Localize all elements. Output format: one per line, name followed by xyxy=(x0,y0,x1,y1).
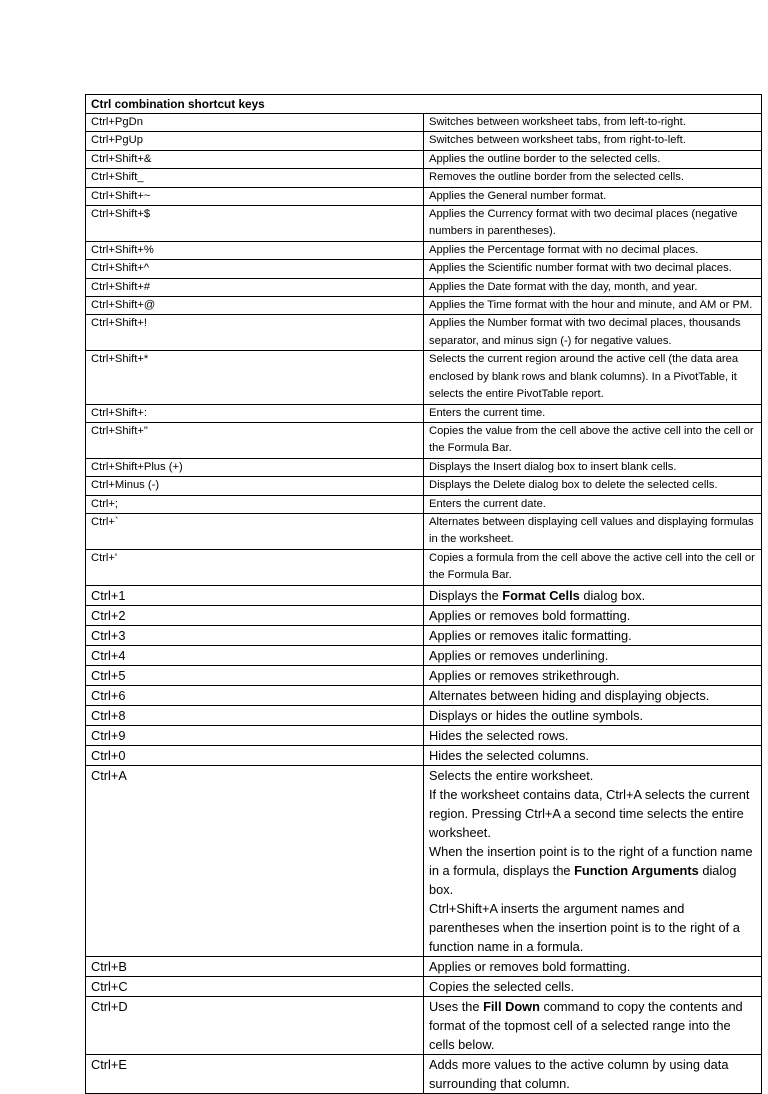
table-row xyxy=(86,351,762,404)
table-row xyxy=(86,585,762,605)
bold-term: Format Cells xyxy=(502,587,580,603)
table-row xyxy=(86,705,762,725)
shortcut-key: Ctrl+` xyxy=(86,513,424,549)
shortcut-key: Ctrl+Shift+& xyxy=(86,150,424,168)
table-row xyxy=(86,169,762,187)
shortcut-description: Applies or removes italic formatting. xyxy=(424,625,762,645)
bold-term: Function Arguments xyxy=(574,862,699,878)
shortcut-description: Alternates between hiding and displaying objects. xyxy=(424,685,762,705)
shortcut-description: Applies the Currency format with two decimal places (negative numbers in parentheses). xyxy=(424,206,762,242)
shortcut-key: Ctrl+0 xyxy=(86,745,424,765)
shortcut-key: Ctrl+8 xyxy=(86,705,424,725)
table-row xyxy=(86,278,762,296)
shortcut-key: Ctrl+Shift+^ xyxy=(86,260,424,278)
shortcut-key: Ctrl+Shift+# xyxy=(86,278,424,296)
shortcut-key: Ctrl+Shift+Plus (+) xyxy=(86,458,424,476)
shortcut-key: Ctrl+D xyxy=(86,996,424,1054)
shortcut-description: Applies or removes bold formatting. xyxy=(424,956,762,976)
shortcut-description: Hides the selected rows. xyxy=(424,725,762,745)
shortcut-key: Ctrl+Shift_ xyxy=(86,169,424,187)
shortcut-description: Applies or removes strikethrough. xyxy=(424,665,762,685)
table-row xyxy=(86,685,762,705)
shortcut-key: Ctrl+; xyxy=(86,495,424,513)
shortcut-key: Ctrl+4 xyxy=(86,645,424,665)
shortcut-table-body xyxy=(86,95,762,1094)
shortcut-description: Hides the selected columns. xyxy=(424,745,762,765)
shortcut-key: Ctrl+Shift+: xyxy=(86,404,424,422)
shortcut-key: Ctrl+5 xyxy=(86,665,424,685)
shortcut-key: Ctrl+Minus (-) xyxy=(86,477,424,495)
table-row xyxy=(86,241,762,259)
table-row xyxy=(86,625,762,645)
shortcut-description xyxy=(424,585,762,605)
shortcut-description: Applies the General number format. xyxy=(424,187,762,205)
table-row xyxy=(86,132,762,150)
table-row xyxy=(86,297,762,315)
shortcut-key: Ctrl+6 xyxy=(86,685,424,705)
shortcut-description: Applies the Percentage format with no decimal places. xyxy=(424,241,762,259)
shortcut-description: Applies the outline border to the selected cells. xyxy=(424,150,762,168)
shortcut-description: Switches between worksheet tabs, from left-to-right. xyxy=(424,114,762,132)
shortcut-description: Applies the Scientific number format with two decimal places. xyxy=(424,260,762,278)
shortcut-key: Ctrl+9 xyxy=(86,725,424,745)
table-row xyxy=(86,745,762,765)
shortcut-key: Ctrl+A xyxy=(86,765,424,956)
table-row xyxy=(86,549,762,585)
shortcut-description: Copies the selected cells. xyxy=(424,976,762,996)
shortcut-description: Enters the current date. xyxy=(424,495,762,513)
shortcut-description: Displays the Delete dialog box to delete the selected cells. xyxy=(424,477,762,495)
table-title: Ctrl combination shortcut keys xyxy=(86,95,762,114)
shortcut-key: Ctrl+1 xyxy=(86,585,424,605)
shortcut-description: Displays or hides the outline symbols. xyxy=(424,705,762,725)
table-row xyxy=(86,976,762,996)
shortcut-description: Enters the current time. xyxy=(424,404,762,422)
table-row xyxy=(86,114,762,132)
table-row xyxy=(86,150,762,168)
table-row xyxy=(86,765,762,956)
table-row xyxy=(86,996,762,1054)
shortcut-key: Ctrl+2 xyxy=(86,605,424,625)
table-row xyxy=(86,206,762,242)
shortcut-key: Ctrl+Shift+$ xyxy=(86,206,424,242)
description-line xyxy=(429,842,756,899)
table-row xyxy=(86,422,762,458)
table-row xyxy=(86,315,762,351)
shortcut-key: Ctrl+Shift+! xyxy=(86,315,424,351)
description-text: Displays the xyxy=(429,587,503,603)
shortcut-description: Displays the Insert dialog box to insert blank cells. xyxy=(424,458,762,476)
shortcut-description: Copies a formula from the cell above the active cell into the cell or the Formula Bar. xyxy=(424,549,762,585)
description-line xyxy=(429,785,756,842)
shortcut-description xyxy=(424,765,762,956)
shortcut-description: Switches between worksheet tabs, from right-to-left. xyxy=(424,132,762,150)
shortcut-description: Applies or removes underlining. xyxy=(424,645,762,665)
description-text: command to copy the contents and format of the topmost cell of a selected range into the cells below. xyxy=(429,998,743,1052)
description-line xyxy=(429,899,756,956)
shortcut-key: Ctrl+PgDn xyxy=(86,114,424,132)
table-row xyxy=(86,458,762,476)
shortcut-description xyxy=(424,996,762,1054)
shortcut-key: Ctrl+3 xyxy=(86,625,424,645)
shortcut-description: Adds more values to the active column by using data surrounding that column. xyxy=(424,1054,762,1093)
shortcut-key: Ctrl+Shift+@ xyxy=(86,297,424,315)
table-row xyxy=(86,404,762,422)
description-line xyxy=(429,586,756,605)
shortcut-document xyxy=(85,94,762,1094)
shortcut-key: Ctrl+PgUp xyxy=(86,132,424,150)
shortcut-key: Ctrl+C xyxy=(86,976,424,996)
table-row xyxy=(86,1054,762,1093)
description-text: Ctrl+Shift+A inserts the argument names and parentheses when the insertion point is to the right of a function name in a formula. xyxy=(429,900,740,954)
table-row xyxy=(86,513,762,549)
shortcut-key: Ctrl+' xyxy=(86,549,424,585)
bold-term: Fill Down xyxy=(483,998,540,1014)
description-line xyxy=(429,997,756,1054)
table-row xyxy=(86,725,762,745)
shortcut-description: Selects the current region around the active cell (the data area enclosed by blank rows and blank columns). In a PivotTable, it selects the entire PivotTable report. xyxy=(424,351,762,404)
shortcut-description: Copies the value from the cell above the active cell into the cell or the Formula Bar. xyxy=(424,422,762,458)
shortcut-key: Ctrl+E xyxy=(86,1054,424,1093)
table-row xyxy=(86,187,762,205)
shortcut-key: Ctrl+B xyxy=(86,956,424,976)
table-row xyxy=(86,605,762,625)
description-text: dialog box. xyxy=(429,862,737,897)
description-line xyxy=(429,766,756,785)
shortcut-key: Ctrl+Shift+" xyxy=(86,422,424,458)
shortcut-description: Alternates between displaying cell values and displaying formulas in the worksheet. xyxy=(424,513,762,549)
table-row xyxy=(86,477,762,495)
shortcut-description: Applies the Number format with two decimal places, thousands separator, and minus sign (-) for negative values. xyxy=(424,315,762,351)
description-text: If the worksheet contains data, Ctrl+A selects the current region. Pressing Ctrl+A a second time selects the entire worksheet. xyxy=(429,786,750,840)
table-row xyxy=(86,645,762,665)
table-header-row xyxy=(86,95,762,114)
shortcut-key: Ctrl+Shift+% xyxy=(86,241,424,259)
table-row xyxy=(86,665,762,685)
table-row xyxy=(86,956,762,976)
shortcut-key: Ctrl+Shift+~ xyxy=(86,187,424,205)
shortcut-table xyxy=(85,94,762,1094)
shortcut-description: Applies the Date format with the day, month, and year. xyxy=(424,278,762,296)
description-text: dialog box. xyxy=(579,587,646,603)
shortcut-key: Ctrl+Shift+* xyxy=(86,351,424,404)
shortcut-description: Applies or removes bold formatting. xyxy=(424,605,762,625)
table-row xyxy=(86,260,762,278)
description-text: Selects the entire worksheet. xyxy=(429,767,594,783)
table-row xyxy=(86,495,762,513)
description-text: Uses the xyxy=(429,998,484,1014)
description-text: When the insertion point is to the right of a function name in a formula, displays the xyxy=(429,843,753,878)
shortcut-description: Removes the outline border from the selected cells. xyxy=(424,169,762,187)
shortcut-description: Applies the Time format with the hour and minute, and AM or PM. xyxy=(424,297,762,315)
